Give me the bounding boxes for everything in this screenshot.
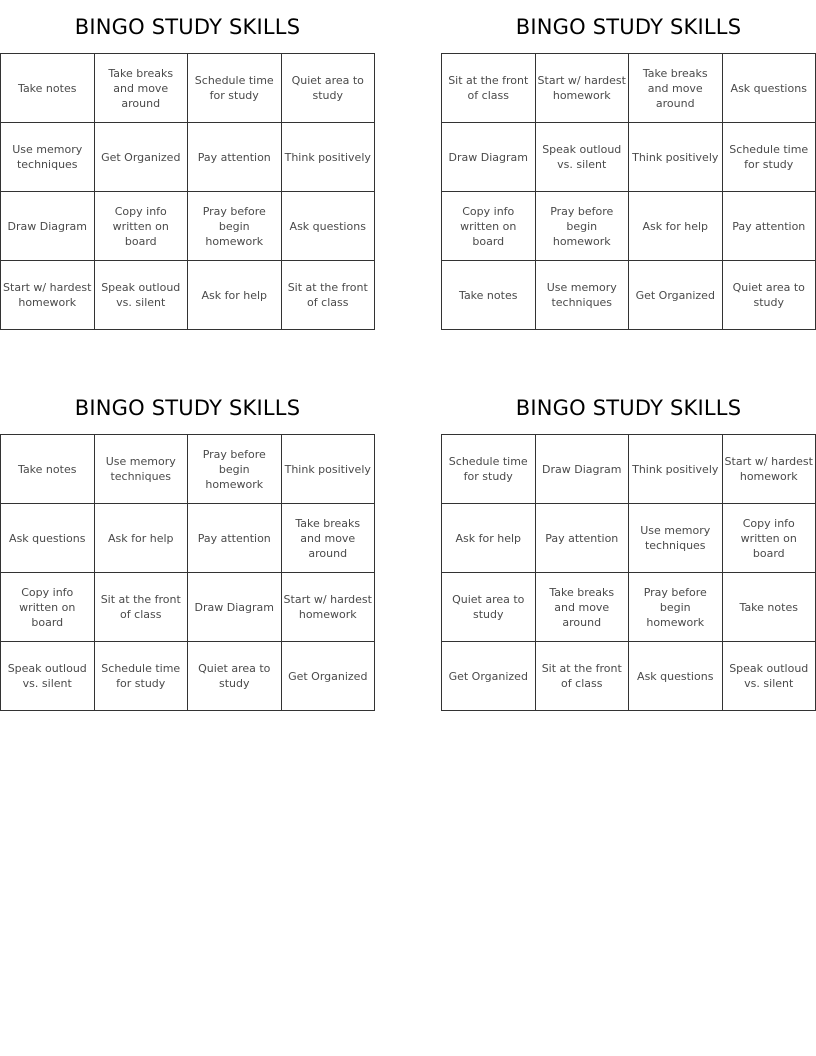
grid-cell: Use memory techniques: [629, 504, 723, 573]
grid-row: [442, 435, 816, 504]
grid-row: [1, 573, 375, 642]
grid-row: [442, 192, 816, 261]
grid-cell: Ask for help: [629, 192, 723, 261]
grid-cell: Speak outloud vs. silent: [722, 642, 816, 711]
grid-cell: Pay attention: [722, 192, 816, 261]
grid-cell: Ask questions: [281, 192, 375, 261]
grid-cell: Think positively: [281, 435, 375, 504]
grid-cell: Quiet area to study: [188, 642, 282, 711]
grid-cell: Quiet area to study: [281, 54, 375, 123]
grid-cell: Sit at the front of class: [94, 573, 188, 642]
grid-cell: Think positively: [281, 123, 375, 192]
grid-row: [1, 123, 375, 192]
grid-cell: Speak outloud vs. silent: [535, 123, 629, 192]
grid-cell: Quiet area to study: [442, 573, 536, 642]
grid-cell: Pay attention: [188, 504, 282, 573]
card-title: BINGO STUDY SKILLS: [515, 396, 742, 420]
grid-cell: Pray before begin homework: [188, 435, 282, 504]
grid-cell: Pray before begin homework: [188, 192, 282, 261]
bingo-grid: [441, 434, 816, 711]
grid-cell: Take notes: [1, 54, 95, 123]
grid-cell: Draw Diagram: [535, 435, 629, 504]
grid-cell: Schedule time for study: [94, 642, 188, 711]
bingo-grid: [0, 434, 375, 711]
grid-row: [442, 54, 816, 123]
grid-cell: Schedule time for study: [442, 435, 536, 504]
grid-row: [442, 123, 816, 192]
grid-cell: Draw Diagram: [188, 573, 282, 642]
grid-cell: Copy info written on board: [94, 192, 188, 261]
grid-cell: Start w/ hardest homework: [535, 54, 629, 123]
grid-cell: Copy info written on board: [722, 504, 816, 573]
grid-cell: Get Organized: [281, 642, 375, 711]
grid-cell: Pay attention: [535, 504, 629, 573]
grid-cell: Schedule time for study: [188, 54, 282, 123]
grid-cell: Quiet area to study: [722, 261, 816, 330]
grid-cell: Take breaks and move around: [281, 504, 375, 573]
grid-cell: Take breaks and move around: [629, 54, 723, 123]
grid-cell: Draw Diagram: [1, 192, 95, 261]
grid-cell: Think positively: [629, 435, 723, 504]
grid-cell: Take breaks and move around: [535, 573, 629, 642]
grid-cell: Ask for help: [188, 261, 282, 330]
grid-cell: Start w/ hardest homework: [1, 261, 95, 330]
grid-row: [442, 261, 816, 330]
grid-cell: Ask questions: [629, 642, 723, 711]
grid-row: [1, 642, 375, 711]
grid-cell: Get Organized: [94, 123, 188, 192]
card-title: BINGO STUDY SKILLS: [515, 15, 742, 39]
grid-row: [1, 192, 375, 261]
grid-cell: Pray before begin homework: [535, 192, 629, 261]
grid-row: [442, 573, 816, 642]
grid-cell: Start w/ hardest homework: [281, 573, 375, 642]
grid-row: [1, 54, 375, 123]
grid-cell: Ask for help: [442, 504, 536, 573]
grid-cell: Speak outloud vs. silent: [1, 642, 95, 711]
grid-cell: Sit at the front of class: [535, 642, 629, 711]
grid-cell: Sit at the front of class: [442, 54, 536, 123]
grid-cell: Copy info written on board: [1, 573, 95, 642]
grid-cell: Ask for help: [94, 504, 188, 573]
grid-cell: Take notes: [442, 261, 536, 330]
grid-cell: Get Organized: [442, 642, 536, 711]
grid-cell: Draw Diagram: [442, 123, 536, 192]
grid-row: [1, 435, 375, 504]
grid-cell: Pay attention: [188, 123, 282, 192]
grid-row: [442, 504, 816, 573]
grid-cell: Start w/ hardest homework: [722, 435, 816, 504]
grid-cell: Think positively: [629, 123, 723, 192]
grid-cell: Speak outloud vs. silent: [94, 261, 188, 330]
grid-cell: Use memory techniques: [94, 435, 188, 504]
grid-cell: Pray before begin homework: [629, 573, 723, 642]
grid-row: [1, 261, 375, 330]
grid-cell: Schedule time for study: [722, 123, 816, 192]
grid-cell: Get Organized: [629, 261, 723, 330]
card-title: BINGO STUDY SKILLS: [74, 396, 301, 420]
bingo-grid: [441, 53, 816, 330]
grid-cell: Take notes: [1, 435, 95, 504]
grid-cell: Sit at the front of class: [281, 261, 375, 330]
grid-cell: Use memory techniques: [535, 261, 629, 330]
grid-cell: Ask questions: [1, 504, 95, 573]
card-title: BINGO STUDY SKILLS: [74, 15, 301, 39]
grid-row: [442, 642, 816, 711]
grid-cell: Ask questions: [722, 54, 816, 123]
bingo-grid: [0, 53, 375, 330]
grid-row: [1, 504, 375, 573]
grid-cell: Take notes: [722, 573, 816, 642]
grid-cell: Copy info written on board: [442, 192, 536, 261]
grid-cell: Take breaks and move around: [94, 54, 188, 123]
grid-cell: Use memory techniques: [1, 123, 95, 192]
